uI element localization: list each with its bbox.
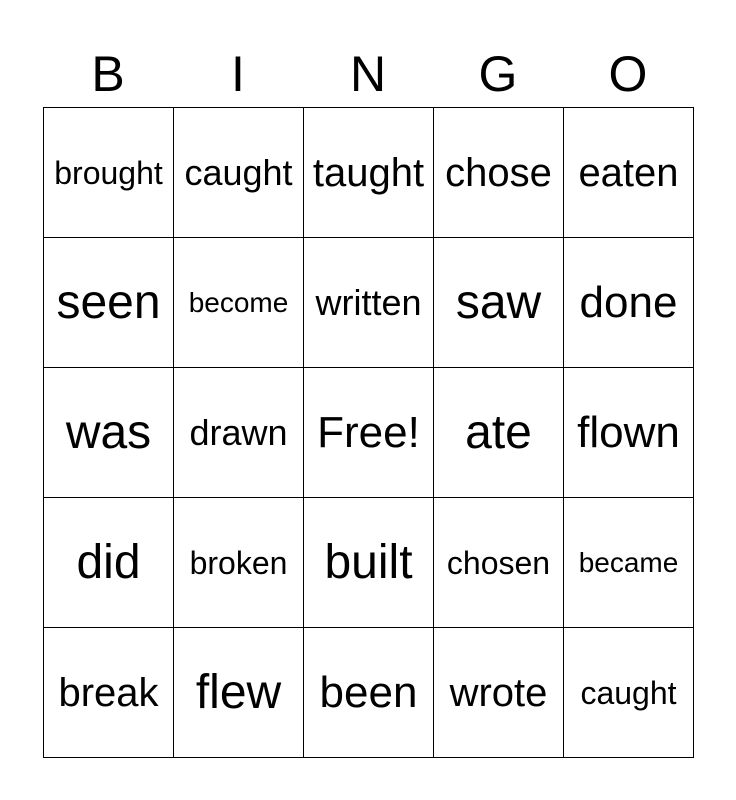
bingo-cell: become [174, 238, 304, 368]
bingo-cell: ate [434, 368, 564, 498]
bingo-cell: caught [174, 108, 304, 238]
bingo-cell: done [564, 238, 694, 368]
bingo-cell: chosen [434, 498, 564, 628]
bingo-cell: taught [304, 108, 434, 238]
header-letter-o: O [608, 46, 648, 102]
header-letter-b: B [91, 46, 125, 102]
bingo-cell: flew [174, 628, 304, 758]
bingo-cell: flown [564, 368, 694, 498]
bingo-cell: did [44, 498, 174, 628]
bingo-cell: broken [174, 498, 304, 628]
bingo-cell: became [564, 498, 694, 628]
bingo-cell: chose [434, 108, 564, 238]
bingo-cell: was [44, 368, 174, 498]
bingo-cell: saw [434, 238, 564, 368]
bingo-cell: wrote [434, 628, 564, 758]
bingo-cell: seen [44, 238, 174, 368]
bingo-cell: eaten [564, 108, 694, 238]
bingo-cell: drawn [174, 368, 304, 498]
bingo-cell: built [304, 498, 434, 628]
bingo-header [43, 40, 693, 108]
bingo-board [43, 107, 694, 758]
header-letter-i: I [231, 46, 245, 102]
bingo-cell: brought [44, 108, 174, 238]
header-letter-g: G [478, 46, 518, 102]
bingo-cell: written [304, 238, 434, 368]
bingo-cell: break [44, 628, 174, 758]
bingo-cell: been [304, 628, 434, 758]
bingo-cell free-space: Free! [304, 368, 434, 498]
bingo-cell: caught [564, 628, 694, 758]
header-letter-n: N [349, 46, 387, 102]
